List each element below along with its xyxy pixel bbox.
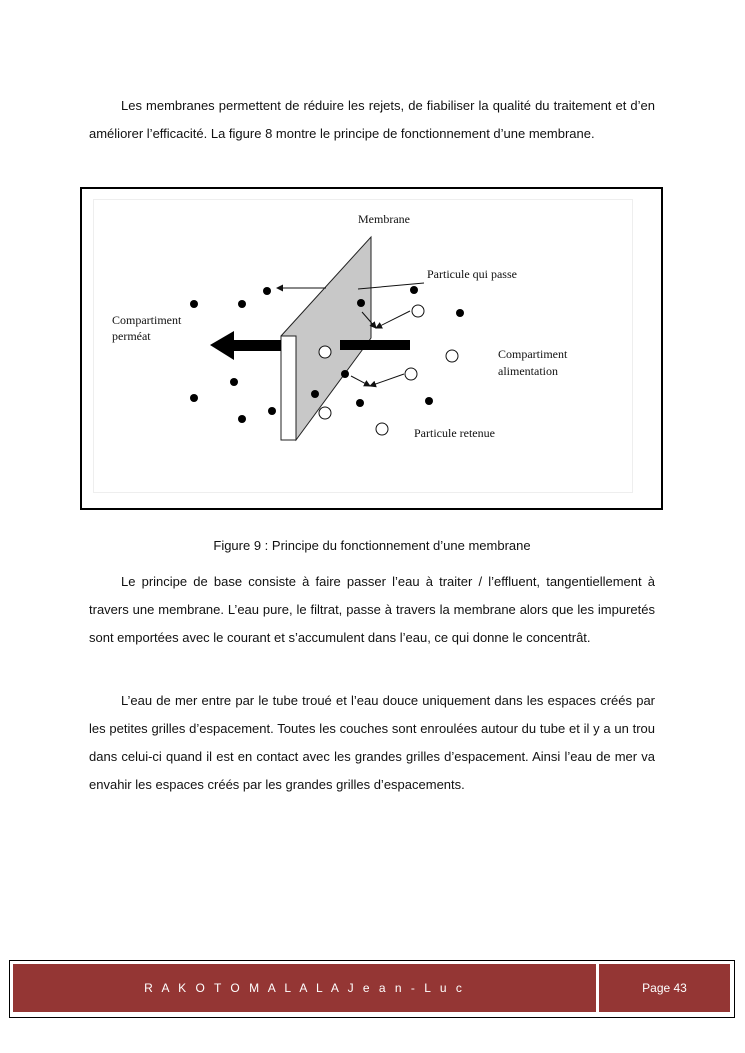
particle-black	[230, 378, 238, 386]
paragraph-principle: Le principe de base consiste à faire passer l’eau à traiter / l’effluent, tangentiellement à travers une membrane. L’eau pure, le filtrat, passe à travers la membrane alors que les impuretés sont emportées avec le courant et s’accumulent dans l’eau, ce qui donne le concentrât.	[89, 574, 655, 645]
particle-open	[319, 346, 331, 358]
paragraph-intro: Les membranes permettent de réduire les rejets, de fiabiliser la qualité du traitement et d’en améliorer l’efficacité. La figure 8 montre le principe de fonctionnement d’une membrane.	[89, 98, 655, 141]
particle-black	[238, 300, 246, 308]
particle-black	[341, 370, 349, 378]
particle-open	[412, 305, 424, 317]
particle-black	[456, 309, 464, 317]
particle-black	[238, 415, 246, 423]
label-compartiment-permeat-2: perméat	[112, 329, 151, 343]
footer-author: R A K O T O M A L A L A J e a n - L u c	[13, 964, 596, 1012]
figure-caption: Figure 9 : Principe du fonctionnement d’une membrane	[213, 538, 531, 553]
particle-black	[356, 399, 364, 407]
particle-black	[410, 286, 418, 294]
particle-open	[319, 407, 331, 419]
particle-black	[268, 407, 276, 415]
membrane-diagram-svg	[94, 200, 632, 492]
label-compartiment-alimentation: Compartiment	[498, 347, 568, 361]
particle-open	[446, 350, 458, 362]
pointer-arrow	[370, 374, 404, 386]
pointer-arrow	[376, 311, 410, 328]
label-compartiment-permeat: Compartiment	[112, 313, 182, 327]
footer-page-number: Page 43	[599, 964, 730, 1012]
particle-open	[405, 368, 417, 380]
pointer-arrow	[351, 376, 370, 386]
label-membrane: Membrane	[358, 212, 410, 226]
particle-black	[190, 394, 198, 402]
figure-frame	[80, 187, 663, 510]
particle-open	[376, 423, 388, 435]
page-footer	[9, 960, 735, 1018]
label-compartiment-alimentation-2: alimentation	[498, 364, 558, 378]
paragraph-seawater: L’eau de mer entre par le tube troué et l’eau douce uniquement dans les espaces créés par les petites grilles d’espacement. Toutes les couches sont enroulées autour du tube et il y a un trou dans celui-ci quand il est en contact avec les grandes grilles d’espacement. Ainsi l’eau de mer va envahir les espaces créés par les grandes grilles d’espacements.	[89, 693, 655, 792]
membrane-edge	[281, 336, 296, 440]
particle-black	[311, 390, 319, 398]
flow-arrow-body	[230, 340, 281, 351]
membrane-diagram	[93, 199, 633, 493]
label-particule-qui-passe: Particule qui passe	[427, 267, 517, 281]
label-particule-retenue: Particule retenue	[414, 426, 495, 440]
flow-bar	[340, 340, 410, 350]
particle-black	[425, 397, 433, 405]
particle-black	[263, 287, 271, 295]
particle-black	[190, 300, 198, 308]
particle-black	[357, 299, 365, 307]
flow-arrow-head	[210, 331, 234, 360]
